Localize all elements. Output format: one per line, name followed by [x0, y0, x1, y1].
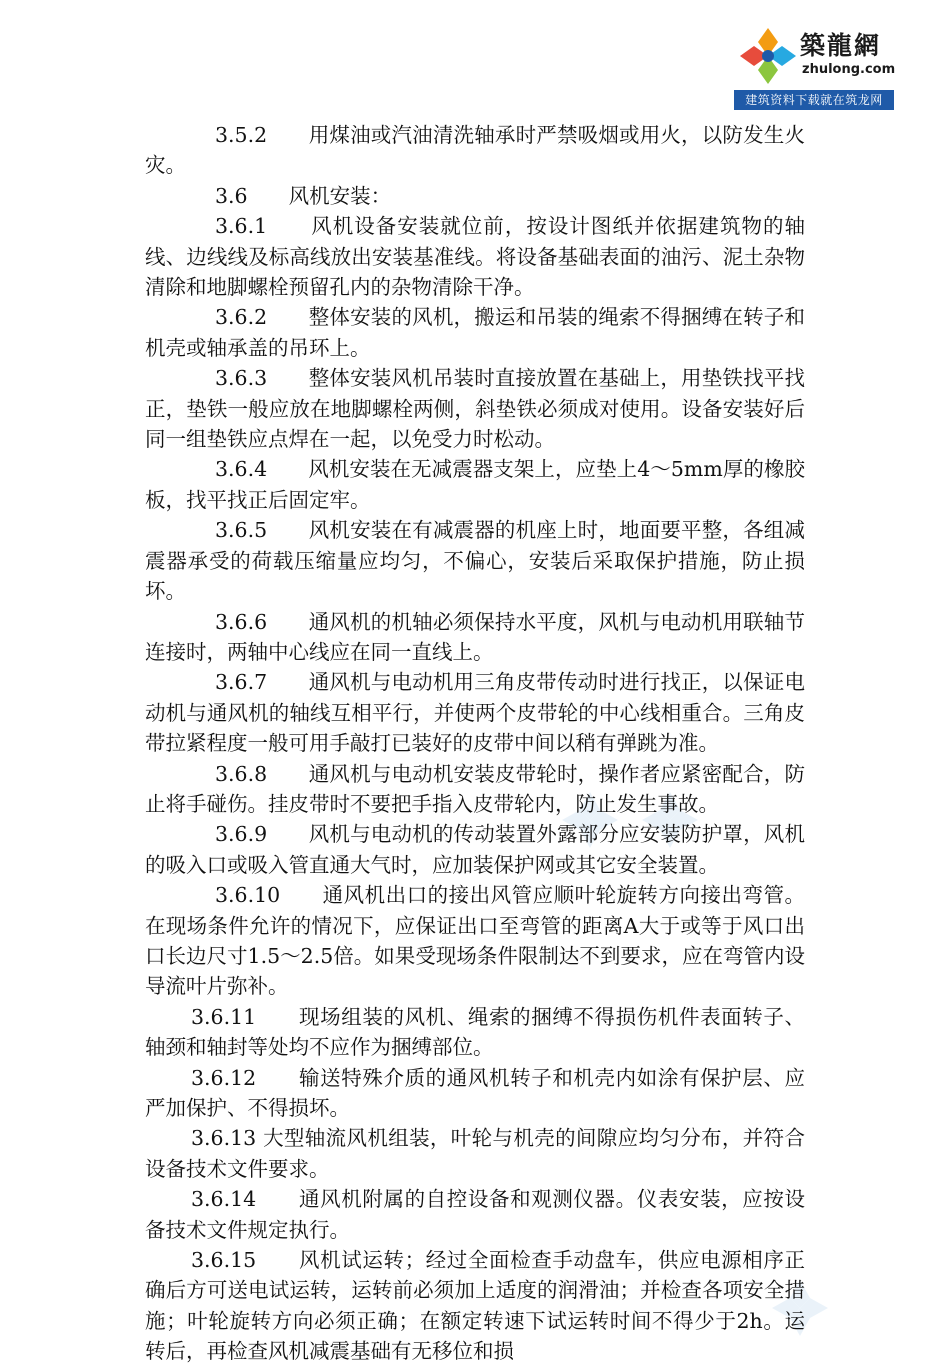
paragraph: 3.6.4 风机安装在无减震器支架上，应垫上4～5mm厚的橡胶板，找平找正后固定牢。 [145, 457, 805, 512]
paragraph: 3.6.2 整体安装的风机，搬运和吊装的绳索不得捆缚在转子和机壳或轴承盖的吊环上。 [145, 305, 805, 360]
logo-emblem-area [734, 20, 894, 90]
paragraph: 3.6.1 风机设备安装就位前，按设计图纸并依据建筑物的轴线、边线线及标高线放出安装基准线。将设备基础表面的油污、泥土杂物清除和地脚螺栓预留孔内的杂物清除干净。 [145, 214, 805, 300]
document-body [145, 120, 805, 1367]
snowflake-logo-icon [736, 24, 800, 88]
paragraph: 3.5.2 用煤油或汽油清洗轴承时严禁吸烟或用火，以防发生火灾。 [145, 123, 805, 178]
paragraph: 3.6.11 现场组装的风机、绳索的捆缚不得损伤机件表面转子、轴颈和轴封等处均不应作为捆缚部位。 [145, 1004, 805, 1060]
paragraph: 3.6.13 大型轴流风机组装，叶轮与机壳的间隙应均匀分布，并符合设备技术文件要求。 [145, 1126, 805, 1181]
paragraph: 3.6.9 风机与电动机的传动装置外露部分应安装防护罩，风机的吸入口或吸入管直通大气时，应加装保护网或其它安全装置。 [145, 822, 805, 877]
logo-brand-cn: 築龍網 [800, 31, 882, 60]
paragraph: 3.6.7 通风机与电动机用三角皮带传动时进行找正，以保证电动机与通风机的轴线互相平行，并使两个皮带轮的中心线相重合。三角皮带拉紧程度一般可用手敲打已装好的皮带中间以稍有弹跳为准。 [145, 670, 805, 756]
paragraph: 3.6.3 整体安装风机吊装时直接放置在基础上，用垫铁找平找正，垫铁一般应放在地脚螺栓两侧，斜垫铁必须成对使用。设备安装好后同一组垫铁应点焊在一起，以免受力时松动。 [145, 366, 805, 452]
paragraph: 3.6.10 通风机出口的接出风管应顺叶轮旋转方向接出弯管。在现场条件允许的情况下，应保证出口至弯管的距离A大于或等于风口出口长边尺寸1.5～2.5倍。如果受现场条件限制达不到要求，应在弯管内设导流叶片弥补。 [145, 883, 805, 999]
paragraph: 3.6.15 风机试运转；经过全面检查手动盘车，供应电源相序正确后方可送电试运转，运转前必须加上适度的润滑油；并检查各项安全措施；叶轮旋转方向必须正确；在额定转速下试运转时间不得少于2h。运转后，再检查风机减震基础有无移位和损 [145, 1248, 805, 1364]
logo-tagline: 建筑资料下载就在筑龙网 [734, 90, 894, 110]
paragraph: 3.6.12 输送特殊介质的通风机转子和机壳内如涂有保护层、应严加保护、不得损坏。 [145, 1065, 805, 1120]
paragraph: 3.6 风机安装： [215, 183, 392, 208]
paragraph: 3.6.8 通风机与电动机安装皮带轮时，操作者应紧密配合，防止将手碰伤。挂皮带时不要把手指入皮带轮内，防止发生事故。 [145, 761, 805, 816]
logo-brand-en: zhulong.com [802, 62, 896, 77]
paragraph: 3.6.5 风机安装在有减震器的机座上时，地面要平整，各组减震器承受的荷载压缩量应均匀，不偏心，安装后采取保护措施，防止损坏。 [145, 518, 805, 604]
paragraph: 3.6.14 通风机附属的自控设备和观测仪器。仪表安装，应按设备技术文件规定执行。 [145, 1187, 805, 1242]
paragraph: 3.6.6 通风机的机轴必须保持水平度，风机与电动机用联轴节连接时，两轴中心线应在同一直线上。 [145, 609, 805, 664]
zhulong-logo [734, 20, 894, 112]
